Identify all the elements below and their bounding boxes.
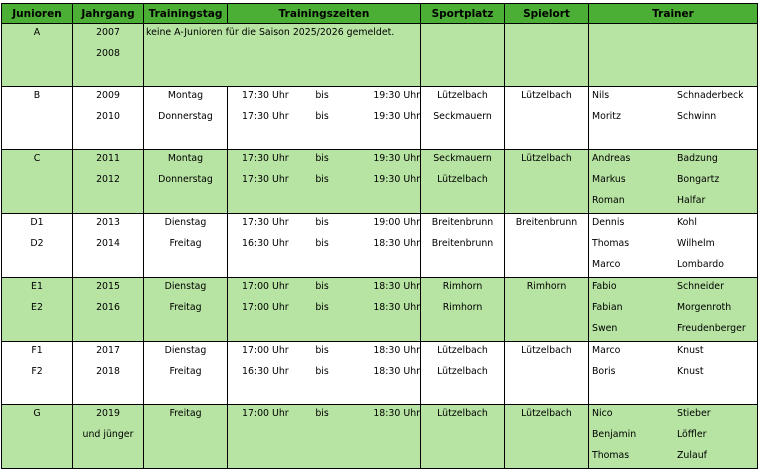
table-row [2,342,758,405]
jahrgang-cell [73,278,144,342]
jahrgang-cell [73,24,144,87]
sportplatz-text: Seckmauern [433,153,492,164]
note-cell [144,24,421,87]
sportplatz-text: Rimhorn [442,302,483,313]
trainingstag-text: Donnerstag [158,111,213,122]
trainer-entry [589,299,757,320]
junioren-cell [2,87,73,150]
trainer-last-name: Kohl [677,217,697,228]
sportplatz-text: Lützelbach [437,174,488,185]
jahrgang-text: 2019 [96,408,120,419]
trainingstag-cell [144,342,228,405]
table-row [2,24,758,87]
trainer-first-name: Markus [592,174,626,185]
jahrgang-text: 2011 [96,153,120,164]
trainer-first-name: Thomas [592,450,630,461]
jahrgang-cell [73,87,144,150]
junioren-cell [2,342,73,405]
jahrgang-text: und jünger [82,429,134,440]
spielort-text: Rimhorn [526,281,567,292]
trainer-last-name: Badzung [677,153,718,164]
jahrgang-text: 2008 [96,48,120,59]
start-time: 17:00 Uhr [242,345,289,356]
sportplatz-text: Lützelbach [437,90,488,101]
header-row [2,4,758,24]
sportplatz-cell [421,214,505,278]
junioren-text: D1 [30,217,44,228]
trainer-entry [589,150,757,171]
training-schedule-table [1,3,758,469]
spielort-text: Lützelbach [521,408,572,419]
trainer-last-name: Bongartz [677,174,720,185]
end-time: 18:30 Uhr [373,238,420,249]
trainingstag-text: Montag [167,153,204,164]
trainingstag-text: Donnerstag [158,174,213,185]
time-range [228,150,420,171]
end-time: 19:00 Uhr [373,217,420,228]
trainer-last-name: Löffler [677,429,707,440]
trainer-entry [589,171,757,192]
trainer-cell [589,278,758,342]
junioren-text: A [33,27,41,38]
time-range [228,299,420,320]
sportplatz-text: Lützelbach [437,408,488,419]
trainingstag-cell [144,278,228,342]
table-row [2,150,758,214]
spielort-cell [505,342,589,405]
trainer-entry [589,342,757,363]
sportplatz-text: Rimhorn [442,281,483,292]
trainer-entry [589,192,757,213]
header-junioren: Junioren [2,4,73,24]
trainer-entry [589,426,757,447]
trainer-entry [589,447,757,468]
time-separator: bis [315,302,329,313]
trainingszeiten-cell [228,405,421,469]
time-range [228,235,420,256]
end-time: 19:30 Uhr [373,111,420,122]
sportplatz-cell [421,150,505,214]
trainer-first-name: Fabio [592,281,617,292]
time-separator: bis [315,217,329,228]
season-note: keine A-Junioren für die Saison 2025/2026 gemeldet. [146,27,395,38]
trainer-first-name: Benjamin [592,429,637,440]
sportplatz-cell [421,278,505,342]
jahrgang-text: 2016 [96,302,120,313]
trainer-entry [589,87,757,108]
junioren-text: G [33,408,41,419]
trainer-first-name: Fabian [592,302,623,313]
trainer-last-name: Freudenberger [677,323,746,334]
start-time: 17:00 Uhr [242,281,289,292]
jahrgang-text: 2009 [96,90,120,101]
start-time: 16:30 Uhr [242,238,289,249]
time-range [228,171,420,192]
time-separator: bis [315,345,329,356]
time-range [228,108,420,129]
trainer-last-name: Lombardo [677,259,724,270]
time-separator: bis [315,174,329,185]
trainer-entry [589,214,757,235]
sportplatz-cell [421,342,505,405]
end-time: 18:30 Uhr [373,281,420,292]
start-time: 17:30 Uhr [242,174,289,185]
header-jahrgang: Jahrgang [73,4,144,24]
table-row [2,87,758,150]
trainer-first-name: Moritz [592,111,621,122]
spielort-cell [505,278,589,342]
time-separator: bis [315,153,329,164]
jahrgang-cell [73,214,144,278]
start-time: 17:30 Uhr [242,217,289,228]
trainer-entry [589,108,757,129]
trainer-cell [589,342,758,405]
trainer-last-name: Knust [677,366,704,377]
time-range [228,405,420,426]
table-row [2,405,758,469]
junioren-text: B [33,90,41,101]
start-time: 17:00 Uhr [242,302,289,313]
spielort-cell [505,405,589,469]
junioren-cell [2,150,73,214]
trainingstag-text: Dienstag [164,217,207,228]
trainingstag-text: Montag [167,90,204,101]
trainer-last-name: Wilhelm [677,238,715,249]
trainer-cell [589,214,758,278]
sportplatz-text: Lützelbach [437,345,488,356]
trainingstag-cell [144,405,228,469]
trainer-first-name: Swen [592,323,618,334]
jahrgang-text: 2007 [96,27,120,38]
trainer-entry [589,278,757,299]
trainingstag-cell [144,150,228,214]
jahrgang-text: 2013 [96,217,120,228]
sportplatz-text: Breitenbrunn [431,238,494,249]
jahrgang-text: 2010 [96,111,120,122]
trainingstag-cell [144,87,228,150]
end-time: 18:30 Uhr [373,408,420,419]
jahrgang-cell [73,405,144,469]
trainingstag-text: Dienstag [164,281,207,292]
spielort-text: Breitenbrunn [515,217,578,228]
spielort-cell [505,214,589,278]
table-row [2,278,758,342]
trainer-last-name: Halfar [677,195,706,206]
junioren-cell [2,214,73,278]
trainer-last-name: Stieber [677,408,711,419]
time-range [228,278,420,299]
header-sportplatz: Sportplatz [421,4,505,24]
trainer-first-name: Nico [592,408,613,419]
trainingstag-text: Freitag [169,408,202,419]
header-trainingszeiten: Trainingszeiten [228,4,421,24]
start-time: 17:30 Uhr [242,153,289,164]
jahrgang-text: 2014 [96,238,120,249]
spielort-cell [505,24,589,87]
time-range [228,214,420,235]
trainer-entry [589,235,757,256]
trainer-first-name: Nils [592,90,610,101]
trainer-last-name: Schwinn [677,111,717,122]
junioren-text: E2 [31,302,43,313]
start-time: 16:30 Uhr [242,366,289,377]
trainer-last-name: Morgenroth [677,302,732,313]
table-row [2,214,758,278]
sportplatz-cell [421,24,505,87]
time-range [228,342,420,363]
jahrgang-text: 2012 [96,174,120,185]
trainer-first-name: Roman [592,195,625,206]
time-range [228,363,420,384]
trainer-last-name: Schneider [677,281,724,292]
junioren-cell [2,405,73,469]
trainer-entry [589,405,757,426]
trainer-cell [589,405,758,469]
jahrgang-text: 2015 [96,281,120,292]
end-time: 18:30 Uhr [373,366,420,377]
sportplatz-text: Lützelbach [437,366,488,377]
trainer-entry [589,256,757,277]
sportplatz-text: Breitenbrunn [431,217,494,228]
jahrgang-text: 2018 [96,366,120,377]
time-range [228,87,420,108]
trainer-first-name: Marco [592,259,621,270]
header-spielort: Spielort [505,4,589,24]
trainer-first-name: Thomas [592,238,630,249]
trainer-last-name: Schnaderbeck [677,90,744,101]
trainer-first-name: Marco [592,345,621,356]
sportplatz-cell [421,405,505,469]
start-time: 17:30 Uhr [242,111,289,122]
spielort-text: Lützelbach [521,153,572,164]
end-time: 19:30 Uhr [373,90,420,101]
time-separator: bis [315,366,329,377]
junioren-cell [2,278,73,342]
trainingszeiten-cell [228,87,421,150]
trainer-last-name: Knust [677,345,704,356]
trainingstag-text: Freitag [169,238,202,249]
jahrgang-cell [73,342,144,405]
trainingstag-text: Freitag [169,366,202,377]
trainingstag-cell [144,214,228,278]
trainingszeiten-cell [228,150,421,214]
header-trainer: Trainer [589,4,758,24]
spielort-cell [505,87,589,150]
start-time: 17:00 Uhr [242,408,289,419]
trainer-first-name: Dennis [592,217,625,228]
spielort-text: Lützelbach [521,345,572,356]
trainingszeiten-cell [228,214,421,278]
sportplatz-cell [421,87,505,150]
jahrgang-text: 2017 [96,345,120,356]
junioren-text: F2 [31,366,43,377]
spielort-cell [505,150,589,214]
trainer-cell [589,87,758,150]
trainer-first-name: Andreas [592,153,631,164]
time-separator: bis [315,281,329,292]
trainer-cell [589,24,758,87]
header-trainingstag: Trainingstag [144,4,228,24]
jahrgang-cell [73,150,144,214]
junioren-text: E1 [31,281,43,292]
junioren-text: C [33,153,41,164]
time-separator: bis [315,111,329,122]
end-time: 18:30 Uhr [373,302,420,313]
trainingszeiten-cell [228,342,421,405]
time-separator: bis [315,238,329,249]
spielort-text: Lützelbach [521,90,572,101]
trainer-first-name: Boris [592,366,616,377]
sportplatz-text: Seckmauern [433,111,492,122]
start-time: 17:30 Uhr [242,90,289,101]
trainingszeiten-cell [228,278,421,342]
trainer-entry [589,320,757,341]
end-time: 19:30 Uhr [373,153,420,164]
trainer-entry [589,363,757,384]
trainer-last-name: Zulauf [677,450,707,461]
time-separator: bis [315,90,329,101]
trainingstag-text: Dienstag [164,345,207,356]
junioren-text: F1 [31,345,43,356]
junioren-text: D2 [30,238,44,249]
time-separator: bis [315,408,329,419]
trainer-cell [589,150,758,214]
end-time: 18:30 Uhr [373,345,420,356]
trainingstag-text: Freitag [169,302,202,313]
end-time: 19:30 Uhr [373,174,420,185]
junioren-cell [2,24,73,87]
